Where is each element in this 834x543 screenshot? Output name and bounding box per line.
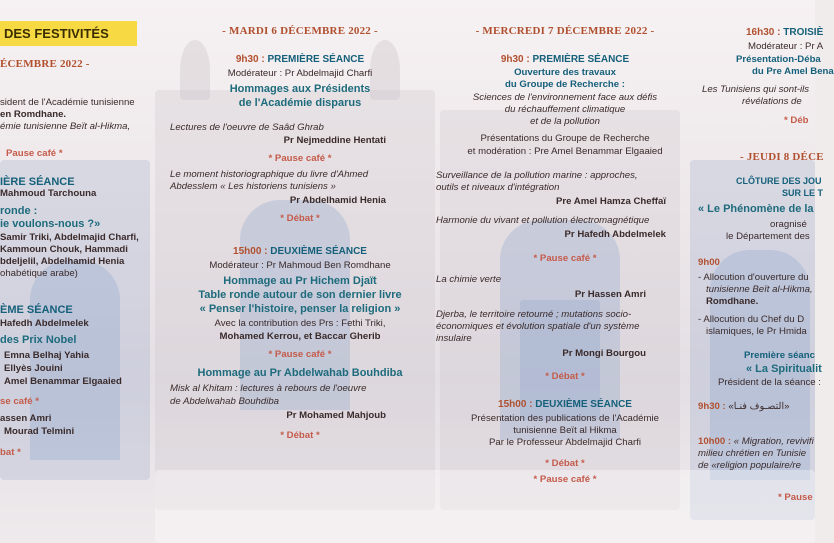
- session-heading: IÈRE SÉANCE: [0, 176, 75, 188]
- text-line: sident de l'Académie tunisienne: [0, 97, 135, 108]
- text-line: Première séanc: [744, 350, 815, 361]
- text-line: assen Amri: [0, 413, 52, 424]
- pause-cafe: * Pause café *: [268, 349, 332, 360]
- text-line: ohabétique arabe): [0, 268, 78, 279]
- speaker: Pre Amel Hamza Cheffaï: [555, 196, 666, 207]
- text-line: SUR LE T: [782, 188, 824, 198]
- text-line: - Allocution d'ouverture du: [698, 272, 809, 283]
- text-line: Harmonie du vivant et pollution électromagnétique: [436, 215, 650, 226]
- text-line: insulaire: [436, 333, 472, 344]
- moderator: Modérateur : Pr A: [748, 41, 824, 52]
- debat: * Débat *: [280, 430, 320, 441]
- debat: * Débat *: [280, 213, 320, 224]
- text-line: - Allocution du Chef du D: [698, 314, 805, 325]
- program-column-3: [434, 0, 696, 543]
- text-line: tunisienne Beït al Hikma: [513, 425, 617, 436]
- moderator: Mahmoud Tarchouna: [0, 188, 97, 199]
- text-line: de l'Académie disparus: [238, 97, 362, 109]
- text-line: Les Tunisiens qui sont-ils: [702, 84, 810, 95]
- text-line: « La Spiritualit: [746, 363, 822, 375]
- text-line: des Prix Nobel: [0, 334, 77, 346]
- time-label: 9h00: [698, 257, 720, 268]
- session-heading: 9h30 : PREMIÈRE SÉANCE: [500, 54, 630, 65]
- date-heading: ÉCEMBRE 2022 -: [0, 58, 90, 70]
- text-line: émie tunisienne Beït al-Hikma,: [0, 121, 131, 132]
- debat: * Déb: [784, 115, 809, 126]
- text-line: et de la pollution: [530, 116, 600, 127]
- text-line: CLÔTURE DES JOU: [736, 176, 822, 186]
- text-line: Présentation des publications de l'Académie: [471, 413, 659, 424]
- text-line: du Pre Amel Bena: [752, 66, 834, 77]
- text-line: islamiques, le Pr Hmida: [706, 326, 807, 337]
- text-line: Samir Triki, Abdelmajid Charfi,: [0, 232, 139, 243]
- text-line: milieu chrétien en Tunisie: [698, 448, 807, 459]
- pause-cafe: * Pause café *: [533, 474, 597, 485]
- text-line: Lectures de l'oeuvre de Saâd Ghrab: [170, 122, 324, 133]
- text-line: Romdhane.: [706, 296, 759, 307]
- speaker: Pr Abdelhamid Henia: [289, 195, 386, 206]
- text-line: et modération : Pre Amel Benammar Elgaaied: [467, 146, 663, 157]
- session-heading: 9h30 : PREMIÈRE SÉANCE: [235, 54, 365, 65]
- text-line: du réchauffement climatique: [504, 104, 626, 115]
- text-line: Ellyès Jouini: [4, 363, 63, 374]
- text-line: Mohamed Kerrou, et Baccar Gherib: [219, 331, 381, 342]
- text-line: Table ronde autour de son dernier livre: [198, 289, 402, 301]
- moderator: Hafedh Abdelmelek: [0, 318, 89, 329]
- text-line: Abdesslem « Les historiens tunisiens »: [170, 181, 336, 192]
- text-line: Djerba, le territoire retourné ; mutations socio-: [436, 309, 632, 320]
- text-line: du Groupe de Recherche :: [505, 79, 625, 90]
- pause-cafe: Pause café *: [6, 148, 63, 159]
- debat: bat *: [0, 447, 21, 458]
- text-line: La chimie verte: [436, 274, 502, 285]
- text-line: Présentation-Déba: [736, 54, 821, 65]
- text-line: Présentations du Groupe de Recherche: [480, 133, 650, 144]
- text-line: Mourad Telmini: [4, 426, 75, 437]
- session-heading: 16h30 : TROISIÈ: [746, 27, 824, 38]
- text-line: Par le Professeur Abdelmajid Charfi: [489, 437, 641, 448]
- program-column-4: [696, 0, 834, 543]
- program-column-1: [0, 0, 150, 543]
- text-line: Kammoun Chouk, Hammadi: [0, 244, 128, 255]
- session-heading: 15h00 : DEUXIÈME SÉANCE: [498, 399, 632, 410]
- pause-cafe: * Pause: [778, 492, 813, 503]
- text-line: Misk al Khitam : lectures à rebours de l'oeuvre: [170, 383, 367, 394]
- text-line: Hommage au Pr Abdelwahab Bouhdiba: [197, 367, 403, 379]
- festivities-title: DES FESTIVITÉS: [0, 21, 137, 46]
- session-heading: ÈME SÉANCE: [0, 304, 73, 316]
- text-line: Hommage au Pr Hichem Djaït: [223, 275, 377, 287]
- speaker: Pr Nejmeddine Hentati: [283, 135, 386, 146]
- text-line: Emna Belhaj Yahia: [4, 350, 90, 361]
- text-line: Ouverture des travaux: [514, 67, 616, 78]
- text-line: Sciences de l'environnement face aux défis: [472, 92, 658, 103]
- text-line: de «religion populaire/re: [698, 460, 801, 471]
- session-heading: 15h00 : DEUXIÈME SÉANCE: [233, 246, 367, 257]
- text-line: Hommages aux Présidents: [229, 83, 371, 95]
- text-line: Amel Benammar Elgaaied: [4, 376, 122, 387]
- text-line: Avec la contribution des Prs : Fethi Triki,: [214, 318, 386, 329]
- speaker: Pr Hassen Amri: [574, 289, 646, 300]
- text-line: en Romdhane.: [0, 109, 67, 120]
- text-line: Le moment historiographique du livre d'Ahmed: [170, 169, 369, 180]
- pause-cafe: se café *: [0, 396, 39, 407]
- speaker: Pr Mohamed Mahjoub: [286, 410, 386, 421]
- date-heading: - MERCREDI 7 DÉCEMBRE 2022 -: [475, 25, 655, 37]
- date-heading: - MARDI 6 DÉCEMBRE 2022 -: [222, 25, 378, 37]
- text-line: oragnisé: [770, 219, 807, 230]
- text-line: bdeljelil, Abdelhamid Henia: [0, 256, 125, 267]
- debat: * Débat *: [545, 371, 585, 382]
- migration-line: 10h00 : « Migration, revivifi: [698, 436, 814, 447]
- text-line: outils et niveaux d'intégration: [436, 182, 560, 193]
- text-line: économiques et évolution spatiale d'un système: [436, 321, 640, 332]
- speaker: Pr Hafedh Abdelmelek: [564, 229, 666, 240]
- date-heading: - JEUDI 8 DÉCE: [740, 151, 824, 163]
- program-column-2: [164, 0, 436, 543]
- text-line: le Département des: [726, 231, 810, 242]
- text-line: révélations de: [742, 96, 802, 107]
- text-line: ie voulons-nous ?»: [0, 218, 101, 230]
- arabic-line: 9h30 : «التصـوف فنـا»: [698, 401, 790, 412]
- text-line: ronde :: [0, 205, 38, 217]
- pause-cafe: * Pause café *: [533, 253, 597, 264]
- moderator: Modérateur : Pr Abdelmajid Charfi: [227, 68, 373, 79]
- speaker: Pr Mongi Bourgou: [562, 348, 646, 359]
- debat: * Débat *: [545, 458, 585, 469]
- text-line: « Le Phénomène de la: [698, 203, 814, 215]
- moderator: Modérateur : Pr Mahmoud Ben Romdhane: [209, 260, 391, 271]
- text-line: « Penser l'histoire, penser la religion »: [199, 303, 401, 315]
- text-line: Surveillance de la pollution marine : approches,: [436, 170, 638, 181]
- pause-cafe: * Pause café *: [268, 153, 332, 164]
- text-line: de Abdelwahab Bouhdiba: [170, 396, 279, 407]
- text-line: tunisienne Beït al-Hikma,: [706, 284, 813, 295]
- text-line: Président de la séance :: [718, 377, 821, 388]
